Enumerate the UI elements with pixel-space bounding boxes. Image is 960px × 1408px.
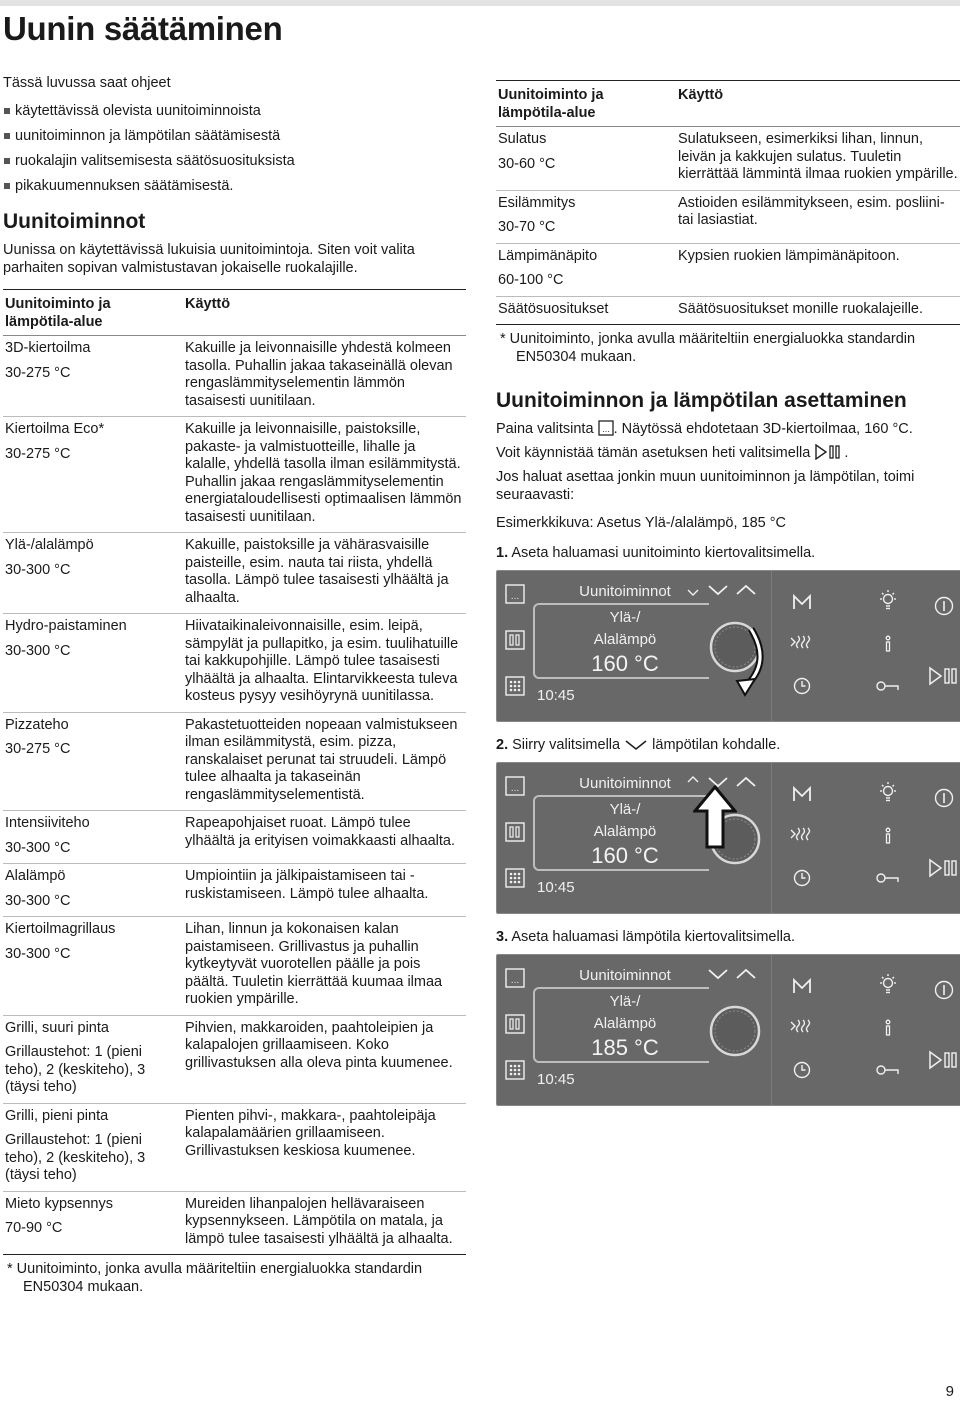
menu-button-icon <box>598 420 614 436</box>
rapid-heat-button-icon[interactable] <box>789 1017 815 1040</box>
press-arrow-icon <box>693 785 737 854</box>
step-text: Siirry valitsimella <box>512 737 621 753</box>
step-3 <box>496 928 960 946</box>
svg-text:...: ... <box>510 976 520 986</box>
temperature-range: 30-300 °C <box>5 892 71 909</box>
usage-cell: Kakuille ja leivonnaisille yhdestä kolmeen tasolla. Puhallin jakaa takaseinällä olevan rengaslämmityselementin lämmön tasaisesti uunitilaan. <box>183 336 466 417</box>
instruction-p3: Jos haluat asettaa jonkin muun uunitoiminnon ja lämpötilan, toimi seuraavasti: <box>496 469 915 503</box>
table-footnote: * Uunitoiminto, jonka avulla määriteltiin energialuokka standardin EN50304 mukaan. <box>500 331 916 365</box>
function-name: Sulatus <box>498 131 547 147</box>
function-cell <box>496 243 676 296</box>
function-cell <box>3 712 183 811</box>
function-cell <box>3 864 183 917</box>
timer-button-icon[interactable] <box>791 675 813 702</box>
display-menu-label: Uunitoiminnot <box>579 583 671 600</box>
chevron-down-icon[interactable] <box>707 583 729 602</box>
display-panel-2 <box>496 762 960 914</box>
menu-button-icon[interactable] <box>504 967 526 994</box>
table-row <box>3 614 466 713</box>
chevron-down-small-icon <box>687 585 699 603</box>
function-cell <box>3 1015 183 1103</box>
temperature-range: 30-275 °C <box>5 364 71 381</box>
usage-cell: Sulatukseen, esimerkiksi lihan, linnun, leivän ja kakkujen sulatus. Tuuletin kierrättää lämmintä ilmaa ruokien ympärille. <box>676 127 960 191</box>
usage-cell: Kakuille, paistoksille ja vähärasvaisille paisteille, esim. nauta tai riista, yhdellä tasolla. Lämpö tulee tasaisesti ylhäältä ja alhaalta. <box>183 533 466 614</box>
rotary-knob[interactable] <box>705 1001 765 1061</box>
table-row <box>3 533 466 614</box>
menu-button-icon[interactable] <box>504 775 526 802</box>
step-text: Aseta haluamasi uunitoiminto kiertovalitsimella. <box>511 545 816 561</box>
usage-cell: Hiivataikinaleivonnaisille, esim. leipä, sämpylät ja pullapitko, ja esim. tuulihatuille tai kakkupohjille. Lämpö tulee tasaisesti ylhäältä ja alhaalta. Elintarvikkeesta tuleva kosteus pysyy vesihöyrynä uunitilassa. <box>183 614 466 713</box>
start-pause-button-icon[interactable] <box>927 1049 960 1076</box>
function-cell <box>496 296 676 325</box>
bullet-item: ruokalajin valitsemisesta säätösuosituksista <box>3 152 466 170</box>
section-heading-setting: Uunitoiminnon ja lämpötilan asettaminen <box>496 389 907 412</box>
function-cell <box>3 336 183 417</box>
function-cell <box>496 190 676 243</box>
start-pause-button-icon[interactable] <box>927 665 960 692</box>
child-lock-button-icon[interactable] <box>875 869 901 892</box>
start-pause-icon <box>814 444 844 460</box>
function-cell <box>3 614 183 713</box>
function-name: Lämpimänäpito <box>498 247 598 264</box>
usage-cell: Kakuille ja leivonnaisille, paistoksille, pakaste- ja valmistuotteille, lihalle ja kalalle, yhdellä tasolla ilman esilämmitystä. Puhallin jakaa rengaslämmityselementin energiataloudellisesti optimaalisen lämmön tasaisesti uunitilaan. <box>183 417 466 533</box>
function-name: Pizzateho <box>5 716 69 733</box>
power-button-icon[interactable] <box>933 979 955 1006</box>
bottles-button-icon[interactable] <box>504 1013 526 1040</box>
chevron-down-icon <box>624 738 648 752</box>
step-number: 3. <box>496 929 509 945</box>
table-row <box>3 1103 466 1191</box>
panel-divider <box>771 763 772 913</box>
instruction-p4: Esimerkkikuva: Asetus Ylä-/alalämpö, 185 °C <box>496 515 787 531</box>
lcd-screen <box>531 967 719 1093</box>
m-button-icon[interactable] <box>791 593 813 616</box>
temperature-range: Grillaustehot: 1 (pieni teho), 2 (keskiteho), 3 (täysi teho) <box>5 1132 146 1183</box>
step-1 <box>496 544 960 562</box>
usage-cell: Mureiden lihanpalojen hellävaraiseen kypsennykseen. Lämpötila on matala, ja lämpö tulee tasaisesti ylhäältä ja alhaalta. <box>183 1191 466 1255</box>
bottles-button-icon[interactable] <box>504 629 526 656</box>
chevron-up-icon[interactable] <box>735 775 757 794</box>
power-button-icon[interactable] <box>933 787 955 814</box>
info-button-icon[interactable] <box>877 633 899 660</box>
function-cell <box>496 127 676 191</box>
display-clock: 10:45 <box>537 1071 575 1088</box>
table-header-use: Käyttö <box>676 81 960 127</box>
table-row <box>496 127 960 191</box>
chevron-up-icon[interactable] <box>735 967 757 986</box>
usage-cell: Pienten pihvi-, makkara-, paahtoleipäja kalapalamäärien grillaamiseen. Grillivastuksen keskiosa kuumenee. <box>183 1103 466 1191</box>
timer-button-icon[interactable] <box>791 1059 813 1086</box>
usage-cell: Rapeapohjaiset ruoat. Lämpö tulee ylhäältä ja erityisen voimakkaasti alhaalta. <box>183 811 466 864</box>
display-menu-label: Uunitoiminnot <box>579 775 671 792</box>
menu-button-icon[interactable] <box>504 583 526 610</box>
light-button-icon[interactable] <box>877 781 899 808</box>
function-name: Intensiiviteho <box>5 815 90 831</box>
function-name: Alalämpö <box>5 868 66 884</box>
section-heading-functions: Uunitoiminnot <box>3 210 146 233</box>
table-row <box>3 811 466 864</box>
usage-cell: Pihvien, makkaroiden, paahtoleipien ja kalapalojen grillaamiseen. Koko grillivastuksen alla oleva pinta kuumenee. <box>183 1015 466 1103</box>
table-row <box>3 1191 466 1255</box>
step-number: 1. <box>496 545 509 561</box>
display-function-line2: Alalämpö <box>593 823 657 840</box>
dots-button-icon[interactable] <box>504 1059 526 1086</box>
function-name: 3D-kiertoilma <box>5 340 91 356</box>
temperature-range: 30-275 °C <box>5 741 71 757</box>
temperature-range: 30-300 °C <box>5 945 71 962</box>
function-name: Ylä-/alalämpö <box>5 537 94 553</box>
child-lock-button-icon[interactable] <box>875 1061 901 1084</box>
display-panel-3 <box>496 954 960 1106</box>
display-clock: 10:45 <box>537 879 575 896</box>
left-column <box>3 68 466 1296</box>
instruction-text: . <box>844 445 849 461</box>
table-row <box>3 712 466 811</box>
temperature-range: 30-275 °C <box>5 445 71 462</box>
bottles-button-icon[interactable] <box>504 821 526 848</box>
bullet-item: käytettävissä olevista uunitoiminnoista <box>3 102 466 120</box>
function-name: Kiertoilmagrillaus <box>5 921 116 937</box>
function-cell <box>3 917 183 1016</box>
function-name: Esilämmitys <box>498 194 576 211</box>
table-row <box>496 296 960 325</box>
svg-text:...: ... <box>601 425 610 434</box>
intro-text: Tässä luvussa saat ohjeet <box>3 75 171 91</box>
m-button-icon[interactable] <box>791 785 813 808</box>
right-column <box>496 80 960 1106</box>
usage-cell: Kypsien ruokien lämpimänäpitoon. <box>676 243 960 296</box>
function-name: Grilli, suuri pinta <box>5 1019 109 1036</box>
instruction-text: . Näytössä ehdotetaan 3D-kiertoilmaa, 160 °C. <box>613 421 913 437</box>
instruction-p2 <box>496 444 960 462</box>
dots-button-icon[interactable] <box>504 675 526 702</box>
temperature-range: 60-100 °C <box>498 272 564 288</box>
temperature-range: 30-300 °C <box>5 839 71 856</box>
section-text-functions: Uunissa on käytettävissä lukuisia uunitoimintoja. Siten voit valita parhaiten sopivan valmistustavan jokaiselle ruokalajille. <box>3 242 415 276</box>
function-cell <box>3 1103 183 1191</box>
table-row <box>3 917 466 1016</box>
table-row <box>3 336 466 417</box>
m-button-icon[interactable] <box>791 977 813 1000</box>
panel-divider <box>771 571 772 721</box>
info-button-icon[interactable] <box>877 1017 899 1044</box>
light-button-icon[interactable] <box>877 589 899 616</box>
panel-divider <box>771 955 772 1105</box>
temperature-range: 30-60 °C <box>498 155 556 172</box>
function-name: Hydro-paistaminen <box>5 618 127 634</box>
display-function-line1: Ylä-/ <box>609 609 641 626</box>
svg-text:...: ... <box>510 592 520 602</box>
display-function-line2: Alalämpö <box>593 1015 657 1032</box>
page-title: Uunin säätäminen <box>3 10 283 47</box>
display-function-line1: Ylä-/ <box>609 993 641 1010</box>
function-cell <box>3 811 183 864</box>
usage-cell: Lihan, linnun ja kokonaisen kalan paistamiseen. Grillivastus ja puhallin kytkeytyvät vuorotellen päälle ja pois päältä. Tuuletin kierrättää kuumaa ilmaa ruokien ympärille. <box>183 917 466 1016</box>
page-number: 9 <box>945 1383 954 1400</box>
temperature-range: 30-300 °C <box>5 561 71 578</box>
chevron-down-icon[interactable] <box>707 967 729 986</box>
function-name: Kiertoilma Eco* <box>5 421 105 437</box>
function-name: Mieto kypsennys <box>5 1195 113 1212</box>
usage-cell: Pakastetuotteiden nopeaan valmistukseen ilman esilämmitystä, esim. pizza, ranskalaiset perunat tai struudeli. Lämpö tulee alhaalta ja takaseinän rengaslämmityselementistä. <box>183 712 466 811</box>
table-header-function: Uunitoiminto ja lämpötila-alue <box>496 81 676 127</box>
step-text: lämpötilan kohdalle. <box>652 737 781 753</box>
display-temperature: 185 °C <box>591 1035 659 1060</box>
display-function-line1: Ylä-/ <box>609 801 641 818</box>
lcd-screen <box>531 775 719 901</box>
bullet-item: uunitoiminnon ja lämpötilan säätämisestä <box>3 127 466 145</box>
display-function-line2: Alalämpö <box>593 631 657 648</box>
start-pause-button-icon[interactable] <box>927 857 960 884</box>
temperature-range: Grillaustehot: 1 (pieni teho), 2 (keskiteho), 3 (täysi teho) <box>5 1044 146 1095</box>
top-rule <box>0 0 960 6</box>
step-text: Aseta haluamasi lämpötila kiertovalitsimella. <box>511 929 796 945</box>
table-header-function: Uunitoiminto ja lämpötila-alue <box>3 290 183 336</box>
display-panel-1 <box>496 570 960 722</box>
temperature-range: 30-300 °C <box>5 642 71 659</box>
chevron-up-icon[interactable] <box>735 583 757 602</box>
rapid-heat-button-icon[interactable] <box>789 633 815 656</box>
step-number: 2. <box>496 737 509 753</box>
usage-cell: Säätösuositukset monille ruokalajeille. <box>676 296 960 325</box>
rotate-arrow-icon <box>711 625 771 702</box>
function-cell <box>3 1191 183 1255</box>
step-2 <box>496 736 960 754</box>
instruction-p1 <box>496 420 960 438</box>
temperature-range: 70-90 °C <box>5 1220 63 1236</box>
display-menu-label: Uunitoiminnot <box>579 967 671 984</box>
instruction-text: Paina valitsinta <box>496 421 594 437</box>
bullet-item: pikakuumennuksen säätämisestä. <box>3 177 466 195</box>
function-name: Säätösuositukset <box>498 300 609 317</box>
table-row <box>3 1015 466 1103</box>
temperature-range: 30-70 °C <box>498 219 556 235</box>
child-lock-button-icon[interactable] <box>875 677 901 700</box>
instruction-text: Voit käynnistää tämän asetuksen heti valitsimella <box>496 445 811 461</box>
table-footnote: * Uunitoiminto, jonka avulla määriteltiin energialuokka standardin EN50304 mukaan. <box>7 1261 423 1295</box>
display-temperature: 160 °C <box>591 843 659 868</box>
light-button-icon[interactable] <box>877 973 899 1000</box>
function-cell <box>3 417 183 533</box>
rapid-heat-button-icon[interactable] <box>789 825 815 848</box>
table-row <box>3 864 466 917</box>
table-row <box>3 417 466 533</box>
info-button-icon[interactable] <box>877 825 899 852</box>
power-button-icon[interactable] <box>933 595 955 622</box>
dots-button-icon[interactable] <box>504 867 526 894</box>
table-row <box>496 243 960 296</box>
display-clock: 10:45 <box>537 687 575 704</box>
functions-table-continued <box>496 80 960 325</box>
table-header-use: Käyttö <box>183 290 466 336</box>
functions-table <box>3 289 466 1255</box>
display-temperature: 160 °C <box>591 651 659 676</box>
function-cell <box>3 533 183 614</box>
table-row <box>496 190 960 243</box>
usage-cell: Umpiointiin ja jälkipaistamiseen tai -ruskistamiseen. Lämpö tulee alhaalta. <box>183 864 466 917</box>
svg-text:...: ... <box>510 784 520 794</box>
function-name: Grilli, pieni pinta <box>5 1107 109 1124</box>
intro-bullets <box>3 102 466 195</box>
timer-button-icon[interactable] <box>791 867 813 894</box>
usage-cell: Astioiden esilämmitykseen, esim. posliini- tai lasiastiat. <box>676 190 960 243</box>
